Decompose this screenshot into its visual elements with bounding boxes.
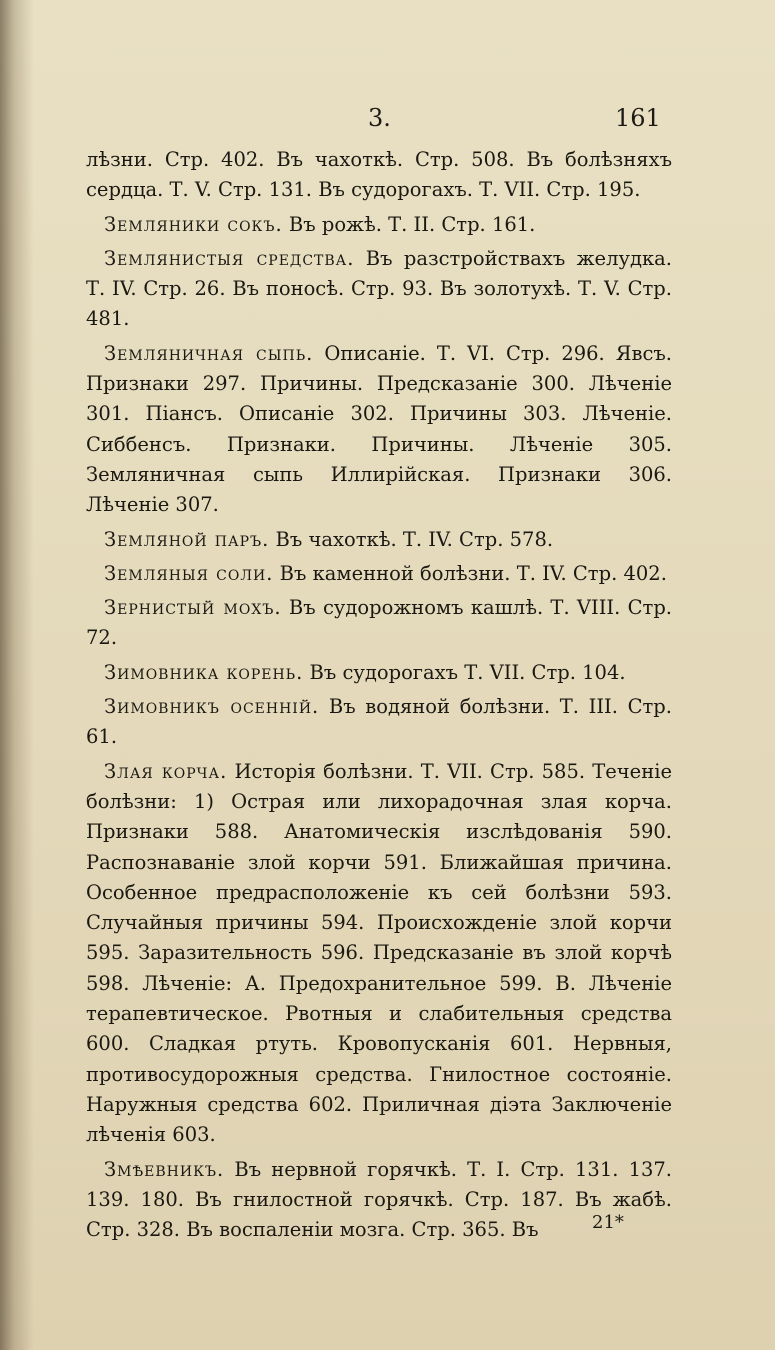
entry-zemlyanichnaya-syp xyxy=(86,339,672,521)
entry-zmeevnik xyxy=(86,1155,672,1246)
entry-head: Земляныя соли. xyxy=(104,561,274,585)
entry-head: Змѣевникъ. xyxy=(104,1157,225,1181)
entry-head: Зернистый мохъ. xyxy=(104,596,282,620)
entry-text: Въ судорогахъ Т. VII. Стр. 104. xyxy=(303,660,626,684)
entry-head: Злая корча. xyxy=(104,759,228,783)
entry-text: лѣзни. Стр. 402. Въ чахоткѣ. Стр. 508. Въ болѣзняхъ сердца. Т. V. Стр. 131. Въ судорогахъ. Т. VII. Стр. 195. xyxy=(86,148,672,202)
entry-zlaya-korcha xyxy=(86,757,672,1151)
entry-head: Зимовника корень. xyxy=(104,660,304,684)
entry-zimovnik-osenniy xyxy=(86,692,672,753)
entry-zemlyanye-soli xyxy=(86,559,672,589)
entry-head: Зимовникъ осенній. xyxy=(104,695,320,719)
entry-head: Земляной паръ. xyxy=(104,527,270,551)
entry-text: Въ каменной болѣзни. Т. IV. Стр. 402. xyxy=(273,561,667,585)
entry-text: Въ водяной болѣзни. Т. III. Стр. 61. xyxy=(86,695,672,749)
entry-continuation xyxy=(86,145,672,206)
entry-text: Въ рожѣ. Т. II. Стр. 161. xyxy=(282,212,536,236)
entry-text: Въ судорожномъ кашлѣ. Т. VIII. Стр. 72. xyxy=(86,596,673,650)
entry-text: Исторія болѣзни. Т. VII. Стр. 585. Теченіе болѣзни: 1) Острая или лихорадочная злая корча. Признаки 588. Анатомическія изслѣдованія 590. Распознаваніе злой корчи 591. Ближайшая причина. Особенное предрасположеніе къ сей болѣзни 593. Случайныя причины 594. Происхожденіе злой корчи 595. Заразительность 596. Предсказаніе въ злой корчѣ 598. Лѣченіе: А. Предохранительное 599. В. Лѣченіе терапевтическое. Рвотныя и слабительныя средства 600. Сладкая ртуть. Кровопусканія 601. Нервныя, противосудорожныя средства. Гнилостное состояніе. Наружныя средства 602. Приличная діэта Заключеніе лѣченія 603. xyxy=(86,759,672,1147)
entry-text: Описаніе. Т. VI. Стр. 296. Явсъ. Признаки 297. Причины. Предсказаніе 300. Лѣченіе 301. Піансъ. Описаніе 302. Причины 303. Лѣченіе. Сиббенсъ. Признаки. Причины. Лѣченіе 305. Земляничная сыпь Иллирійская. Признаки 306. Лѣченіе 307. xyxy=(86,341,672,517)
entry-zemlyaniki-sok xyxy=(86,210,672,240)
entry-text: Въ нервной горячкѣ. Т. I. Стр. 131. 137. 139. 180. Въ гнилостной горячкѣ. Стр. 187. Въ жабѣ. Стр. 328. Въ воспаленіи мозга. Стр. 365. Въ xyxy=(86,1157,672,1242)
entry-head: Землянистыя средства. xyxy=(104,246,355,270)
signature-mark: 21* xyxy=(592,1212,624,1233)
entry-text: Въ чахоткѣ. Т. IV. Стр. 578. xyxy=(269,527,554,551)
entry-text: Въ разстройствахъ желудка. Т. IV. Стр. 26. Въ поносѣ. Стр. 93. Въ золотухѣ. Т. V. Стр. 481. xyxy=(86,246,672,331)
entry-zimovnika-koren xyxy=(86,658,672,688)
entry-zemlyanistye-sredstva xyxy=(86,244,672,335)
signature-label: 3. xyxy=(368,104,391,132)
entry-head: Земляничная сыпь. xyxy=(104,341,314,365)
entry-head: Земляники сокъ. xyxy=(104,212,283,236)
page-header xyxy=(0,104,775,138)
page-number: 161 xyxy=(615,104,661,132)
entry-zemlyanoy-par xyxy=(86,525,672,555)
index-text xyxy=(86,145,672,1249)
entry-zernistyy-mokh xyxy=(86,593,672,654)
